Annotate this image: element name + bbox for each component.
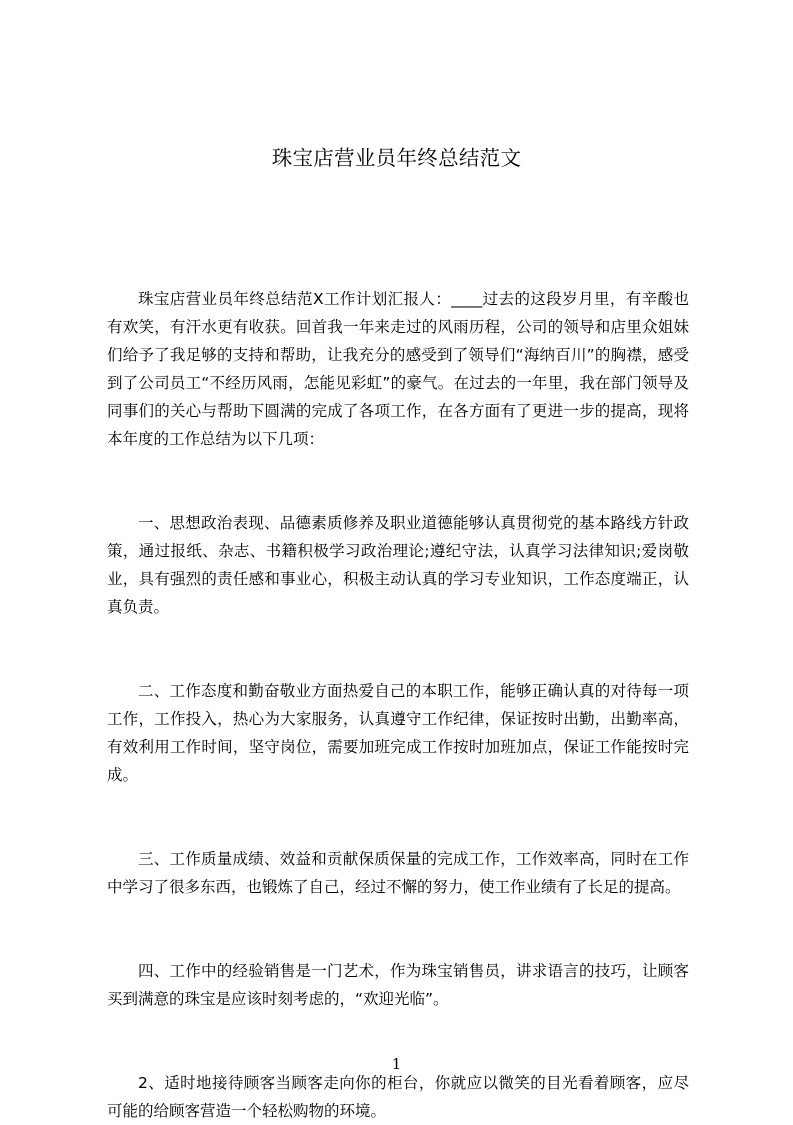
paragraph-section-3: 三、工作质量成绩、效益和贡献保质保量的完成工作，工作效率高，同时在工作中学习了很多东西，也锻炼了自己，经过不懈的努力，使工作业绩有了长足的提高。 xyxy=(107,850,689,896)
paragraph-section-1: 一、思想政治表现、品德素质修养及职业道德能够认真贯彻党的基本路线方针政策，通过报纸、杂志、书籍积极学习政治理论;遵纪守法，认真学习法律知识;爱岗敬业，具有强烈的责任感和事业心，积极主动认真的学习专业知识，工作态度端正，认真负责。 xyxy=(107,514,689,616)
page-number: 1 xyxy=(391,1055,402,1073)
document-body xyxy=(107,285,689,1125)
paragraph-intro: 珠宝店营业员年终总结范X工作计划汇报人：____过去的这段岁月里，有辛酸也有欢笑，有汗水更有收获。回首我一年来走过的风雨历程，公司的领导和店里众姐妹们给予了我足够的支持和帮助，让我充分的感受到了领导们“海纳百川”的胸襟，感受到了公司员工“不经历风雨，怎能见彩虹”的豪气。在过去的一年里，我在部门领导及同事们的关心与帮助下圆满的完成了各项工作，在各方面有了更进一步的提高，现将本年度的工作总结为以下几项： xyxy=(107,290,689,448)
paragraph-section-2: 二、工作态度和勤奋敬业方面热爱自己的本职工作，能够正确认真的对待每一项工作，工作投入，热心为大家服务，认真遵守工作纪律，保证按时出勤，出勤率高，有效利用工作时间，坚守岗位，需要加班完成工作按时加班加点，保证工作能按时完成。 xyxy=(107,682,689,784)
document-title: 珠宝店营业员年终总结范文 xyxy=(271,146,522,170)
paragraph-section-4: 四、工作中的经验销售是一门艺术，作为珠宝销售员，讲求语言的技巧，让顾客买到满意的珠宝是应该时刻考虑的，“欢迎光临”。 xyxy=(107,962,689,1008)
paragraph-item-2: 2、适时地接待顾客当顾客走向你的柜台，你就应以微笑的目光看着顾客，应尽可能的给顾客营造一个轻松购物的环境。 xyxy=(107,1074,689,1120)
